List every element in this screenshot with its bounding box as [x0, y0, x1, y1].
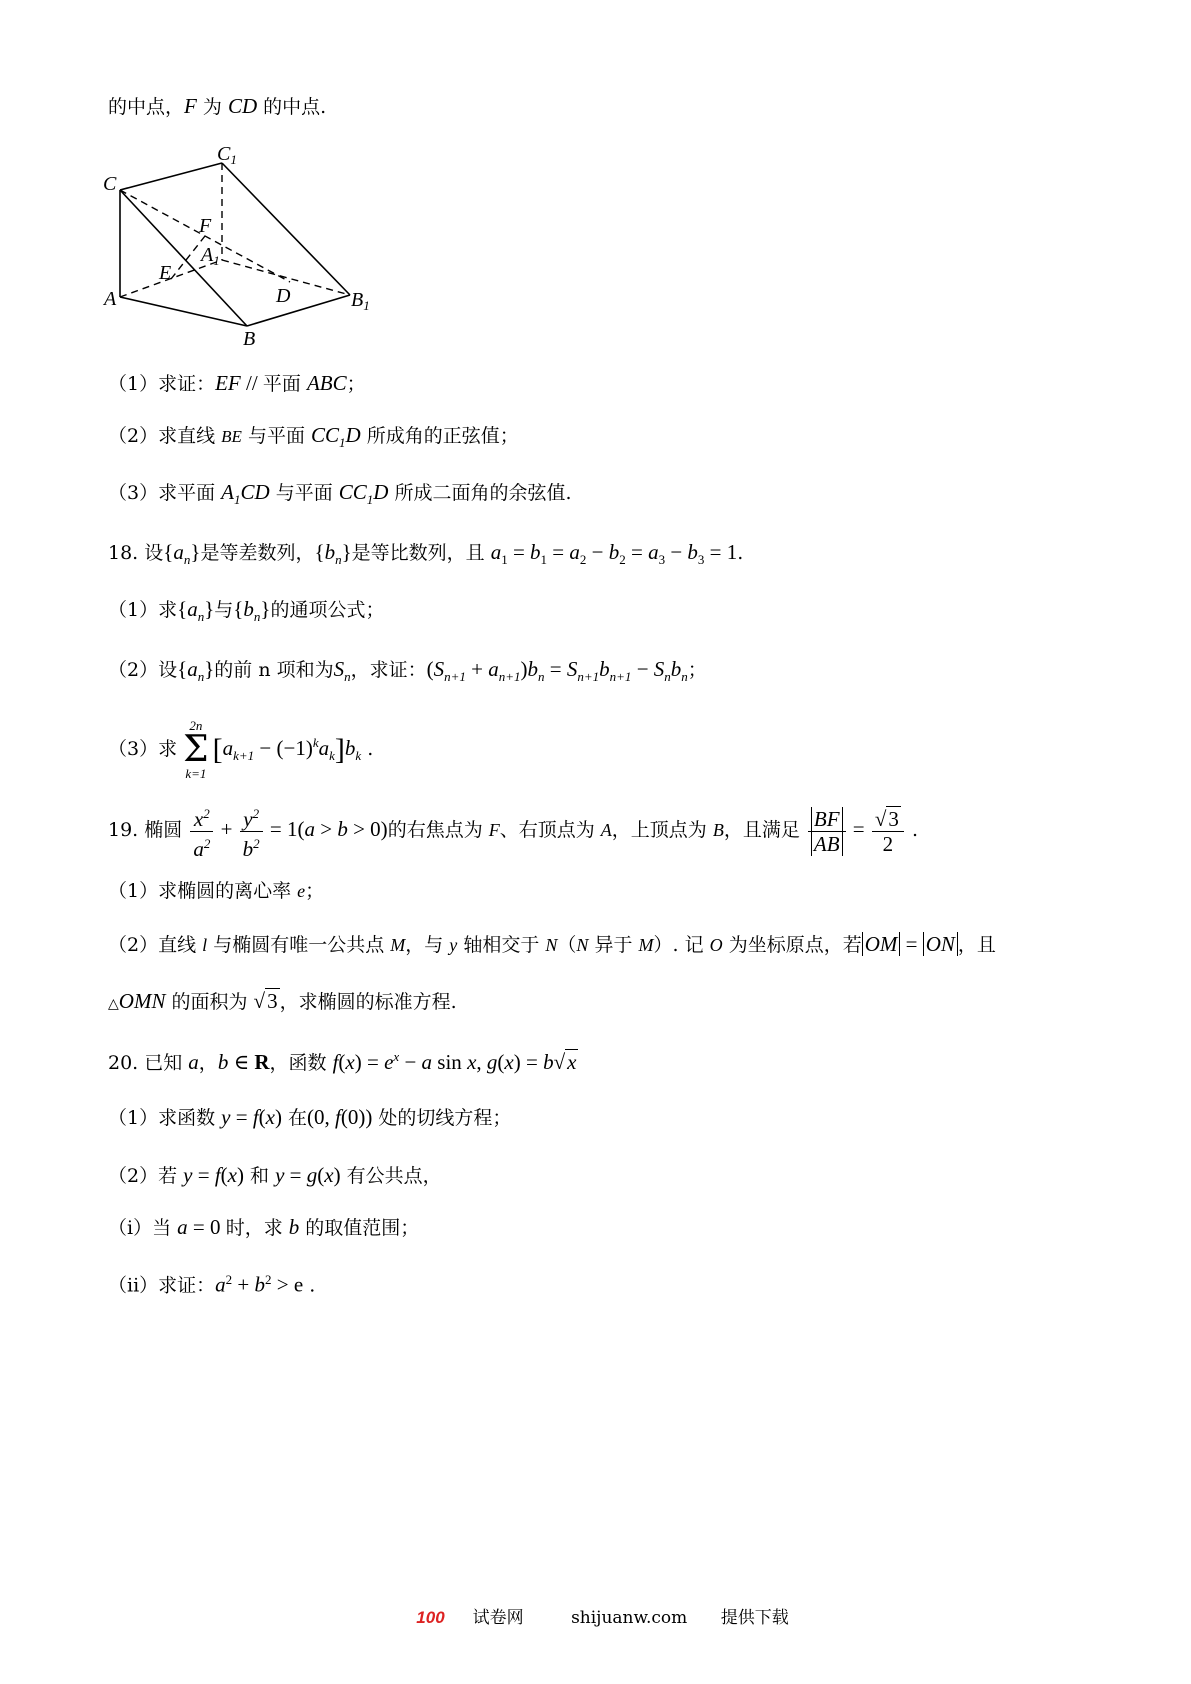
- q17-part2: （2）求直线 BE 与平面 $CC_1D$ 所成角的正弦值；: [108, 423, 519, 451]
- label-B: B: [243, 328, 256, 350]
- label-A: A: [104, 288, 117, 310]
- footer-url[interactable]: shijuanw.com: [571, 1608, 688, 1628]
- footer-tail: 提供下载: [720, 1608, 789, 1628]
- q19-stem: 19. 椭圆 $\frac{x^2}{a^2}$ + $\frac{y^2}{b^2}$ = 1(a > b > 0)的右焦点为 F、右顶点为 A，上顶点为 B，且满足 $\frac{BF}{AB}$ = $\frac{√3}{2}$ .: [108, 800, 918, 861]
- label-C: C: [103, 173, 117, 195]
- label-E: E: [159, 262, 172, 284]
- label-F: F: [199, 215, 212, 237]
- label-D: D: [276, 285, 291, 307]
- q19-part2b: △OMN 的面积为 √3 ，求椭圆的标准方程.: [108, 989, 457, 1013]
- q18-part2: （2）设$\{a_n\}$的前 n 项和为$S_n$，求证：$(S_{n+1} + a_{n+1})b_n = S_{n+1}b_{n+1} - S_nb_n$；: [108, 657, 707, 685]
- q17-part3: （3）求平面 $A_1CD$ 与平面 $CC_1D$ 所成二面角的余弦值.: [108, 480, 572, 508]
- intro-line: 的中点，F 为 CD 的中点.: [108, 94, 327, 118]
- sum-symbol: 2n Σ k=1: [183, 718, 209, 781]
- q20-part-i: （i）当 a = 0 时，求 b 的取值范围；: [108, 1215, 420, 1239]
- q18-stem: 18. 设$\{a_n\}$是等差数列，$\{b_n\}$是等比数列，且 $a_1 = b_1 = a_2 - b_2 = a_3 - b_3 = 1$.: [108, 540, 744, 568]
- page-footer: [0, 1603, 1191, 1628]
- footer-brand: 100 试卷网: [416, 1608, 524, 1628]
- q19-part2a: （2）直线 l 与椭圆有唯一公共点 M，与 y 轴相交于 N（N 异于 M）. 记 O 为坐标原点，若 OM = ON ，且: [108, 932, 996, 956]
- q20-part2: （2）若 y = f(x) 和 y = g(x) 有公共点，: [108, 1163, 442, 1187]
- q19-part1: （1）求椭圆的离心率 e；: [108, 880, 325, 902]
- q20-stem: 20. 已知 a，b ∈ R，函数 $f(x) = e^x - a$ sin x, g(x) = b√x: [108, 1049, 577, 1074]
- q18-part1: （1）求$\{a_n\}$与$\{b_n\}$的通项公式；: [108, 597, 385, 625]
- q20-part1: （1）求函数 y = f(x) 在(0, f(0)) 处的切线方程；: [108, 1105, 512, 1129]
- q18-part3: （3）求 2n Σ k=1 $[a_{k+1} - (-1)^ka_k]b_k$ .: [108, 718, 374, 781]
- label-B1: $B_1$: [351, 289, 370, 313]
- q17-part1: （1）求证：EF // 平面 ABC；: [108, 371, 366, 395]
- q20-part-ii: （ii）求证：$a^2 + b^2 > e$ .: [108, 1272, 316, 1297]
- prism-figure: [95, 140, 385, 350]
- label-C1: $C_1$: [217, 143, 237, 167]
- label-A1: $A_1$: [201, 244, 220, 268]
